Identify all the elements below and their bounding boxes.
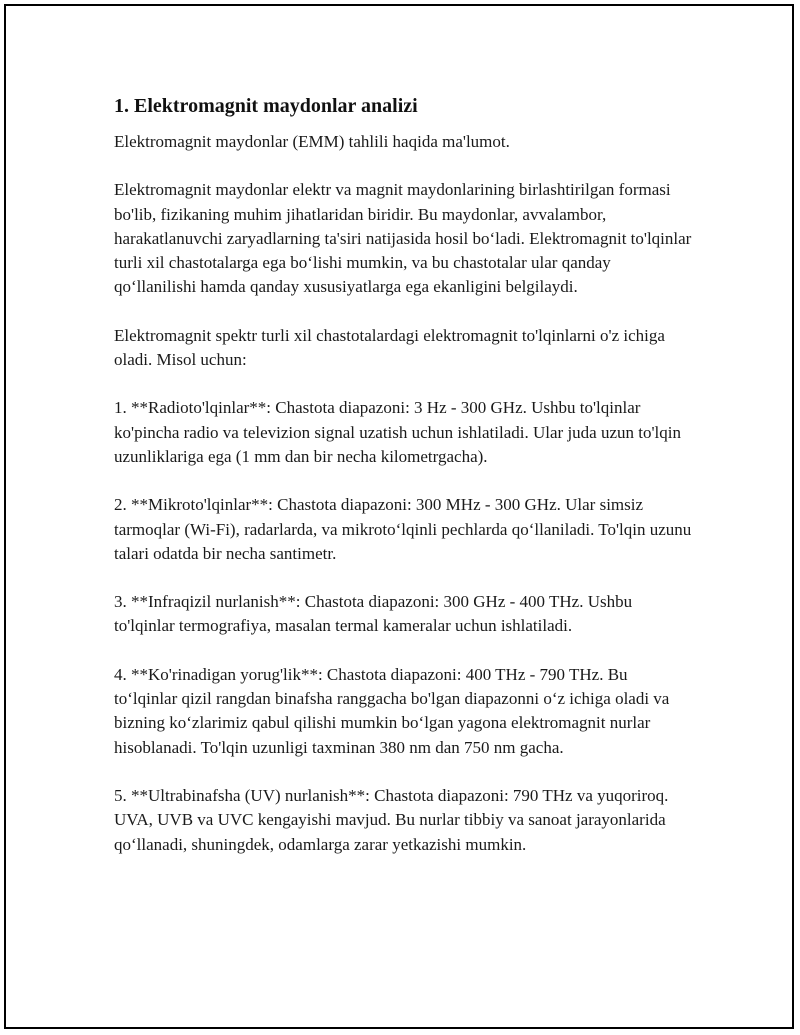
list-item-visible-light: 4. **Ko'rinadigan yorug'lik**: Chastota diapazoni: 400 THz - 790 THz. Bu to‘lqinlar qizil rangdan binafsha ranggacha bo'lgan diapazonni o‘z ichiga oladi va bizning ko‘zlarimiz qabul qilishi mumkin bo‘lgan yagona elektromagnit nurlar hisoblanadi. To'lqin uzunligi taxminan 380 nm dan 750 nm gacha. [114,664,670,757]
paragraph-spectrum: Elektromagnit spektr turli xil chastotalardagi elektromagnit to'lqinlarni o'z ichiga oladi. Misol uchun: [114,325,665,370]
list-item-infrared: 3. **Infraqizil nurlanish**: Chastota diapazoni: 300 GHz - 400 THz. Ushbu to'lqinlar termografiya, masalan termal kameralar uchun ishlatiladi. [114,592,633,636]
document-title: 1. Elektromagnit maydonlar analizi [114,95,418,117]
intro-paragraph: Elektromagnit maydonlar (EMM) tahlili haqida ma'lumot. [114,132,510,151]
paragraph-emm-definition: Elektromagnit maydonlar elektr va magnit maydonlarining birlashtirilgan formasi bo'lib, fizikaning muhim jihatlaridan biridir. Bu maydonlar, avvalambor, harakatlanuvchi zaryadlarning ta'siri natijasida hosil bo‘ladi. Elektromagnit to'lqinlar turli xil chastotalarga ega bo‘lishi mumkin, va bu chastotalar ular qanday qo‘llanilishi hamda qanday xususiyatlarga ega ekanligini belgilaydi. [114,180,692,297]
list-item-microwaves: 2. **Mikroto'lqinlar**: Chastota diapazoni: 300 MHz - 300 GHz. Ular simsiz tarmoqlar (Wi-Fi), radarlarda, va mikroto‘lqinli pechlarda qo‘llaniladi. To'lqin uzunu talari odatda bir necha santimetr. [114,495,692,563]
list-item-ultraviolet: 5. **Ultrabinafsha (UV) nurlanish**: Chastota diapazoni: 790 THz va yuqoriroq. UVA, UVB va UVC kengayishi mavjud. Bu nurlar tibbiy va sanoat jarayonlarida qo‘llanadi, shuningdek, odamlarga zarar yetkazishi mumkin. [114,785,669,854]
document-body [114,92,694,881]
list-item-radio-waves: 1. **Radioto'lqinlar**: Chastota diapazoni: 3 Hz - 300 GHz. Ushbu to'lqinlar ko'pincha radio va televizion signal uzatish uchun ishlatiladi. Ular juda uzun to'lqin uzunliklariga ega (1 mm dan bir necha kilometrgacha). [114,398,681,466]
